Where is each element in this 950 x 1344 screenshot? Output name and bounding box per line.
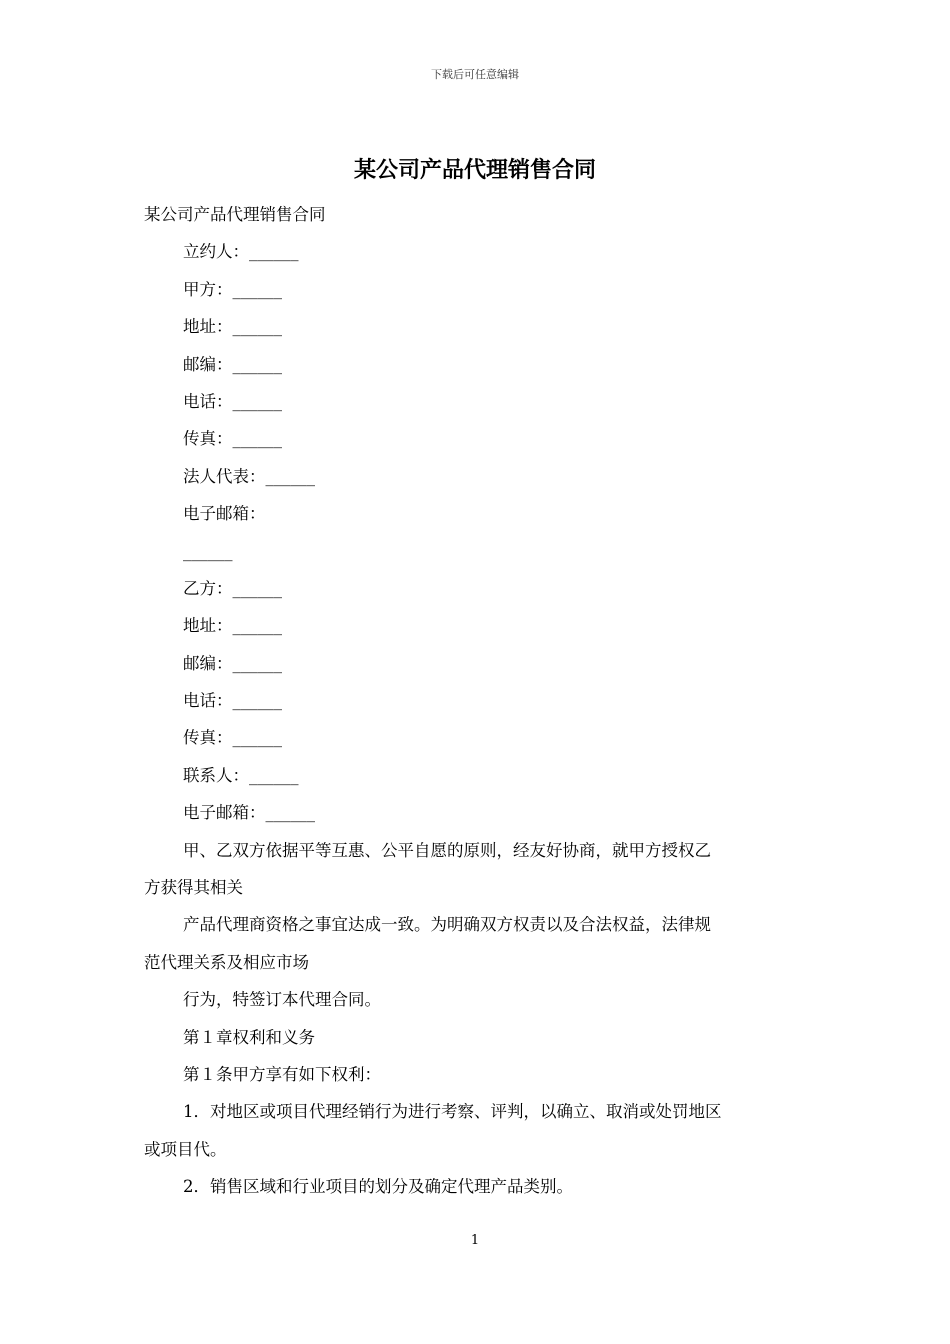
chapter-heading: 第１章权利和义务 xyxy=(183,1027,315,1047)
party-b-fax-field: 传真：______ xyxy=(183,728,282,748)
page-number: 1 xyxy=(470,1233,480,1248)
party-b-phone-field: 电话：______ xyxy=(183,691,282,711)
party-a-phone-field: 电话：______ xyxy=(183,391,282,411)
article-heading: 第１条甲方享有如下权利： xyxy=(183,1064,381,1084)
document-title: 某公司产品代理销售合同 xyxy=(353,157,596,183)
party-b-email-field: 电子邮箱：______ xyxy=(183,803,315,823)
paragraph-line: 甲、乙双方依据平等互惠、公平自愿的原则，经友好协商，就甲方授权乙 xyxy=(183,840,711,860)
paragraph-line: 范代理关系及相应市场 xyxy=(144,952,309,972)
party-b-address-field: 地址：______ xyxy=(183,616,282,636)
paragraph-line: 方获得其相关 xyxy=(144,878,243,898)
party-a-fax-field: 传真：______ xyxy=(183,429,282,449)
party-a-email-blank: ______ xyxy=(183,541,233,561)
paragraph-line: 产品代理商资格之事宜达成一致。为明确双方权责以及合法权益，法律规 xyxy=(183,915,711,935)
list-item: 2．销售区域和行业项目的划分及确定代理产品类别。 xyxy=(183,1177,573,1197)
party-a-postcode-field: 邮编：______ xyxy=(183,354,282,374)
party-b-contact-field: 联系人：______ xyxy=(183,765,299,785)
party-signatory-field: 立约人：______ xyxy=(183,242,299,262)
body-line-subtitle: 某公司产品代理销售合同 xyxy=(144,205,326,224)
party-a-legal-rep-field: 法人代表：______ xyxy=(183,466,315,486)
party-b-postcode-field: 邮编：______ xyxy=(183,653,282,673)
party-a-email-label: 电子邮箱： xyxy=(183,504,266,524)
party-a-field: 甲方：______ xyxy=(183,279,282,299)
paragraph-line: 行为，特签订本代理合同。 xyxy=(183,990,381,1010)
list-item-continuation: 或项目代。 xyxy=(144,1139,227,1159)
list-item: 1．对地区或项目代理经销行为进行考察、评判，以确立、取消或处罚地区 xyxy=(183,1102,722,1122)
document-body xyxy=(144,196,810,1206)
party-a-address-field: 地址：______ xyxy=(183,317,282,337)
page-header-note: 下载后可任意编辑 xyxy=(431,68,519,81)
party-b-field: 乙方：______ xyxy=(183,578,282,598)
